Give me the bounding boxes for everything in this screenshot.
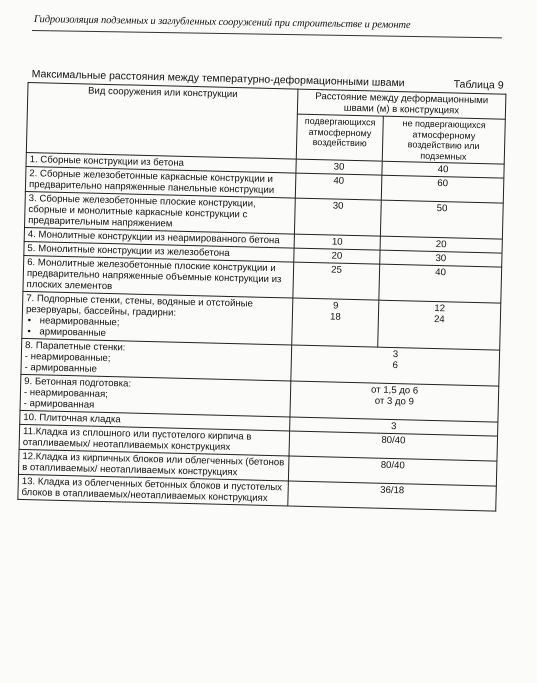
value-not-exposed: 50 bbox=[380, 200, 503, 239]
sub-item: - неармированные; bbox=[25, 351, 288, 368]
running-header: Гидроизоляция подземных и заглубленных сооружений при строительстве и ремонте bbox=[33, 14, 411, 31]
row-label: 5. Монолитные конструкции из железобетона bbox=[24, 241, 294, 262]
row-label: 11.Кладка из сплошного или пустотелого кирпича в отапливаемых/ неотапливаемых конструкциях bbox=[19, 424, 290, 456]
value-merged: 80/40 bbox=[288, 456, 497, 486]
row-label: 3. Сборные железобетонные плоские конструкции, сборные и монолитные каркасные конструкции с предварительным напряжением bbox=[25, 191, 296, 234]
row-label bbox=[22, 291, 293, 345]
value-not-exposed: 40 bbox=[382, 161, 504, 178]
value-merged: 36/18 bbox=[288, 481, 497, 511]
joints-table bbox=[17, 82, 506, 512]
row-label: 10. Плиточная кладка bbox=[20, 410, 290, 431]
value-unreinforced: от 1,5 до 6 bbox=[370, 384, 419, 397]
value-merged: 80/40 bbox=[289, 431, 498, 461]
value-reinforced: 6 bbox=[392, 359, 399, 372]
value-not-exposed: 30 bbox=[380, 250, 502, 267]
row-title: 7. Подпорные стенки, стены, водяные и отстойные резервуары, бассейны, градирни: bbox=[25, 293, 254, 319]
row-label: 6. Монолитные железобетонные плоские конструкции и предварительно напряженные объемные конструкции из плоских элементов bbox=[23, 255, 294, 298]
sub-item: • неармированные; bbox=[26, 315, 289, 332]
row-title: 9. Бетонная подготовка: bbox=[24, 376, 132, 390]
value-reinforced: от 3 до 9 bbox=[374, 395, 415, 408]
table-block bbox=[17, 64, 506, 512]
value-merged: 3 bbox=[290, 417, 498, 436]
sub-item: - неармированная; bbox=[24, 387, 287, 404]
value-reinforced: 18 bbox=[329, 311, 341, 323]
value-exposed: 30 bbox=[296, 159, 382, 175]
value-merged bbox=[290, 381, 499, 422]
sub-item: - армированные bbox=[24, 362, 287, 379]
value-unreinforced: 12 bbox=[434, 303, 446, 315]
value-not-exposed: 40 bbox=[379, 264, 502, 303]
header-structure-type: Вид сооружения или конструкции bbox=[26, 83, 298, 160]
value-unreinforced: 3 bbox=[392, 349, 399, 361]
value-merged bbox=[291, 345, 500, 386]
value-exposed: 40 bbox=[295, 173, 382, 200]
value-exposed: 30 bbox=[294, 198, 381, 236]
row-label: 1. Сборные конструкции из бетона bbox=[26, 152, 296, 173]
value-not-exposed bbox=[378, 300, 501, 350]
value-not-exposed: 20 bbox=[380, 236, 502, 253]
row-label: 2. Сборные железобетонные каркасные конструкции и предварительно напряженные панельные конструкции bbox=[25, 166, 296, 198]
row-label: 13. Кладка из облегченных бетонных блоков и пустотелых блоков в отапливаемых/неотапливаемых конструкциях bbox=[18, 474, 289, 506]
value-unreinforced: 9 bbox=[332, 300, 339, 312]
header-exposed: подвергающихся атмосферному воздействию bbox=[296, 114, 383, 161]
sub-item: - армированная bbox=[24, 398, 287, 415]
value-not-exposed: 60 bbox=[381, 175, 504, 203]
row-label: 4. Монолитные конструкции из неармированного бетона bbox=[24, 227, 294, 248]
value-reinforced: 24 bbox=[433, 313, 445, 326]
header-distance: Расстояние между деформационными швами (м) в конструкциях bbox=[297, 89, 506, 119]
value-exposed bbox=[292, 298, 379, 347]
value-exposed: 10 bbox=[294, 234, 380, 250]
header-not-exposed: не подвергающихся атмосферному воздействию или подземных bbox=[382, 116, 505, 164]
value-exposed: 20 bbox=[294, 248, 380, 264]
value-exposed: 25 bbox=[293, 262, 380, 300]
sub-item: • армированные bbox=[25, 326, 288, 343]
row-title: 8. Парапетные стенки: bbox=[24, 340, 126, 354]
table-number: Таблица 9 bbox=[453, 78, 504, 92]
row-label: 12.Кладка из кирпичных блоков или облегченных (бетонов в отапливаемых/ неотапливаемых конструкциях bbox=[18, 449, 289, 481]
table-title: Максимальные расстояния между температурно-деформационными швами bbox=[31, 68, 405, 90]
